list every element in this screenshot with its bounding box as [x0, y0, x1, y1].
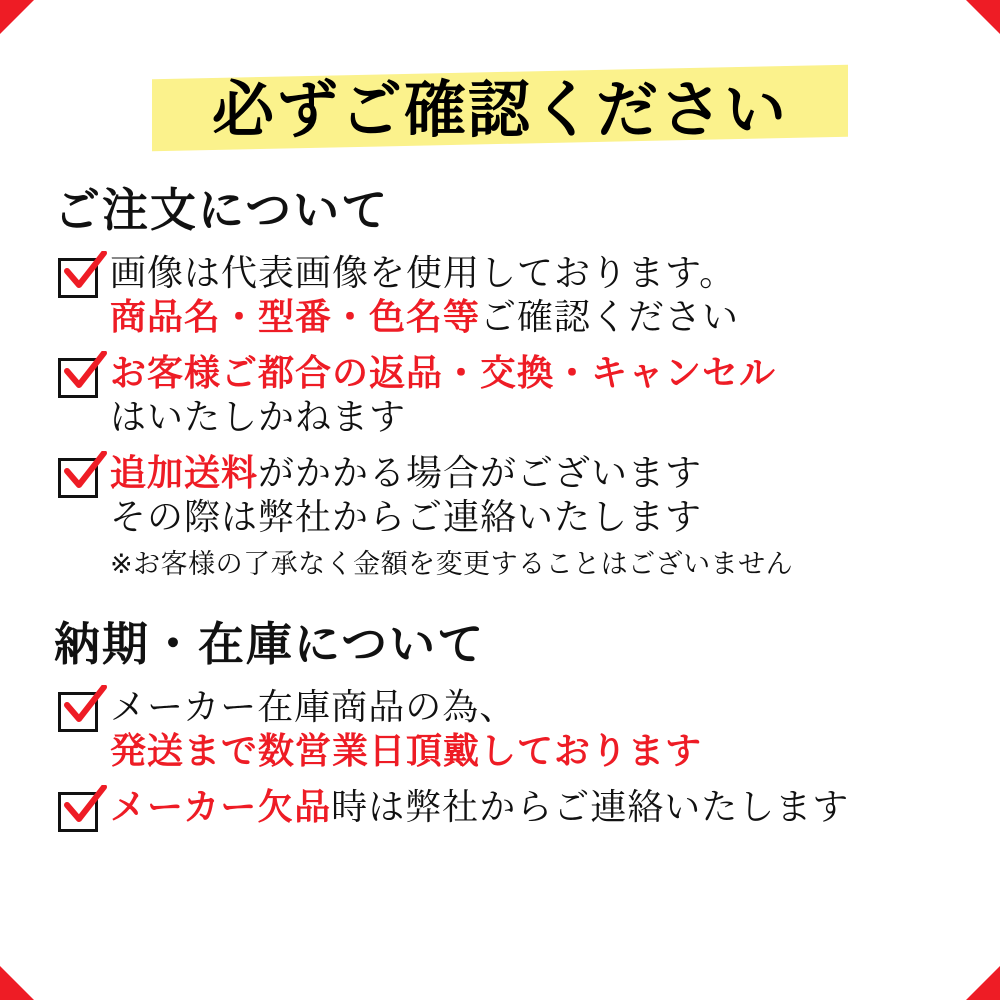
emphasis-text: メーカー欠品 — [110, 787, 332, 829]
list-item-text — [110, 786, 956, 830]
list-item-line — [110, 452, 956, 496]
emphasis-text: 追加送料 — [110, 452, 259, 494]
list-item-line: はいたしかねます — [110, 396, 407, 438]
page-title-banner — [44, 48, 956, 160]
checkbox-checked-icon — [58, 792, 98, 832]
list-item-line: 画像は代表画像を使用しております。 — [110, 253, 737, 294]
checkbox-checked-icon — [58, 458, 98, 498]
list-item-line — [110, 786, 956, 830]
checkbox-checked-icon — [58, 692, 98, 732]
list-item — [58, 352, 956, 440]
section-heading-orders: ご注文について — [54, 183, 390, 237]
list-item-line: お客様ご都合の返品・交換・キャンセル — [110, 352, 777, 394]
list-item-line: その際は弊社からご連絡いたします — [110, 496, 703, 538]
check-mark-icon — [63, 251, 107, 293]
emphasis-text: 商品名・型番・色名等 — [110, 296, 481, 338]
checkbox-checked-icon — [58, 358, 98, 398]
section-heading-delivery-stock: 納期・在庫について — [54, 617, 486, 672]
list-item — [58, 252, 956, 340]
list-item — [58, 786, 956, 832]
corner-decoration-top-right — [966, 0, 1000, 34]
page-title: 必ずご確認ください — [211, 72, 788, 146]
list-item-text — [110, 352, 956, 440]
check-mark-icon — [63, 685, 107, 727]
list-item-line: 発送まで数営業日頂戴しております — [110, 731, 703, 773]
check-mark-icon — [63, 451, 107, 493]
list-item-line: メーカー在庫商品の為、 — [110, 687, 517, 729]
list-item-text — [110, 686, 956, 774]
corner-decoration-bottom-left — [0, 966, 34, 1000]
check-mark-icon — [63, 351, 107, 393]
corner-decoration-bottom-right — [966, 966, 1000, 1000]
list-item — [58, 686, 956, 774]
checkbox-checked-icon — [58, 258, 98, 298]
check-mark-icon — [63, 785, 107, 827]
plain-text: がかかる場合がございます — [258, 452, 703, 494]
plain-text: 時は弊社からご連絡いたします — [331, 787, 850, 829]
list-item-text — [110, 452, 956, 540]
footnote-additional-shipping: ※お客様の了承なく金額を変更することはございません — [110, 549, 794, 581]
plain-text: ご確認ください — [480, 296, 740, 338]
list-item-line — [110, 296, 956, 340]
list-item — [58, 452, 956, 540]
corner-decoration-top-left — [0, 0, 34, 34]
list-item-text — [110, 252, 956, 340]
